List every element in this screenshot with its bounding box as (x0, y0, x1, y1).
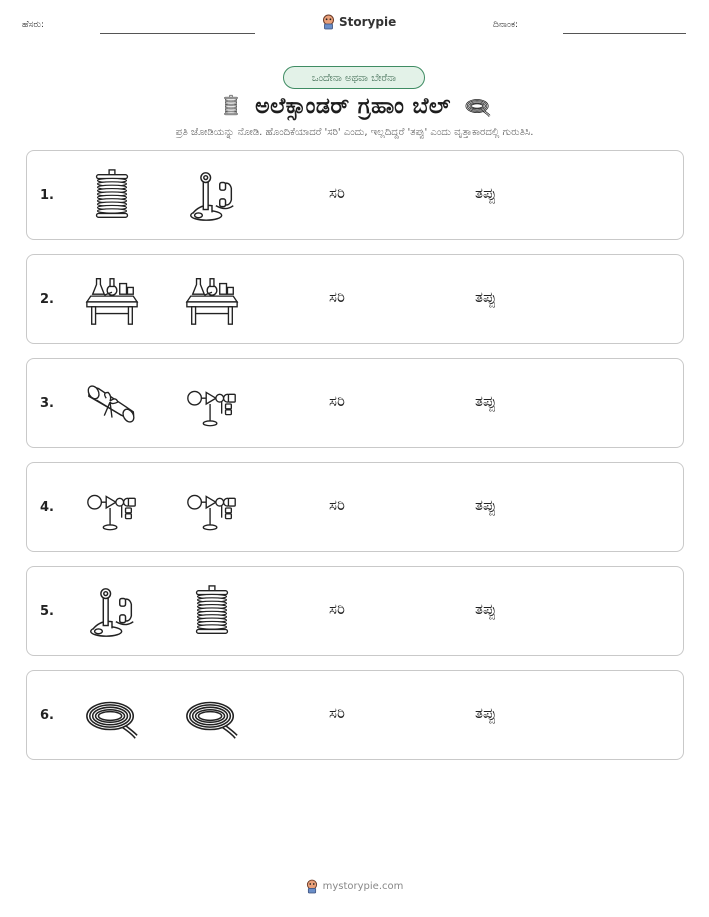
telephone-icon (183, 167, 241, 225)
page-title: ಅಲೆಕ್ಸಾಂಡರ್ ಗ್ರಹಾಂ ಬೆಲ್ (255, 93, 451, 119)
true-option[interactable]: ಸರಿ (329, 496, 345, 514)
question-number: 6. (40, 708, 54, 723)
question-row (26, 462, 684, 552)
question-row (26, 670, 684, 760)
question-number: 2. (40, 292, 54, 307)
question-row (26, 150, 684, 240)
question-number: 5. (40, 604, 54, 619)
title-row (184, 88, 528, 124)
scroll-diploma-icon (83, 375, 141, 433)
coil-icon (183, 583, 241, 641)
lab-table-icon (83, 271, 141, 329)
name-label: ಹೆಸರು: (22, 20, 45, 30)
date-label: ದಿನಾಂಕ: (493, 20, 519, 30)
question-number: 4. (40, 500, 54, 515)
photophone-icon (83, 479, 141, 537)
true-option[interactable]: ಸರಿ (329, 600, 345, 618)
brand-name: Storypie (339, 15, 397, 29)
date-write-line[interactable] (563, 33, 686, 34)
question-row (26, 566, 684, 656)
question-row (26, 254, 684, 344)
true-option[interactable]: ಸರಿ (329, 288, 345, 306)
footer (0, 879, 709, 894)
question-number: 3. (40, 396, 54, 411)
storypie-mascot-icon (322, 14, 335, 30)
photophone-icon (183, 375, 241, 433)
brand-logo (322, 14, 396, 30)
false-option[interactable]: ತಪ್ಪು (475, 600, 497, 618)
storypie-mascot-icon (306, 879, 318, 894)
false-option[interactable]: ತಪ್ಪು (475, 392, 497, 410)
question-number: 1. (40, 188, 54, 203)
worksheet-header (0, 14, 709, 38)
false-option[interactable]: ತಪ್ಪು (475, 496, 497, 514)
wire-coil-icon (183, 687, 241, 745)
telephone-icon (83, 583, 141, 641)
true-option[interactable]: ಸರಿ (329, 184, 345, 202)
coil-icon (219, 91, 243, 121)
worksheet-type-badge: ಒಂದೇನಾ ಅಥವಾ ಬೇರೆನಾ (283, 66, 425, 89)
true-option[interactable]: ಸರಿ (329, 704, 345, 722)
instructions: ಪ್ರತಿ ಜೋಡಿಯನ್ನು ನೋಡಿ. ಹೊಂದಿಕೆಯಾದರೆ 'ಸರಿ' ಎಂದು, ಇಲ್ಲದಿದ್ದರೆ 'ತಪ್ಪು' ಎಂದು ವೃತ್ತಾಕಾರದಲ್ಲಿ ಗುರುತಿಸಿ. (175, 127, 534, 138)
false-option[interactable]: ತಪ್ಪು (475, 184, 497, 202)
wire-coil-icon (463, 92, 493, 120)
false-option[interactable]: ತಪ್ಪು (475, 704, 497, 722)
question-row (26, 358, 684, 448)
true-option[interactable]: ಸರಿ (329, 392, 345, 410)
name-write-line[interactable] (100, 33, 255, 34)
wire-coil-icon (83, 687, 141, 745)
coil-icon (83, 167, 141, 225)
photophone-icon (183, 479, 241, 537)
lab-table-icon (183, 271, 241, 329)
false-option[interactable]: ತಪ್ಪು (475, 288, 497, 306)
footer-url: mystorypie.com (322, 881, 404, 892)
